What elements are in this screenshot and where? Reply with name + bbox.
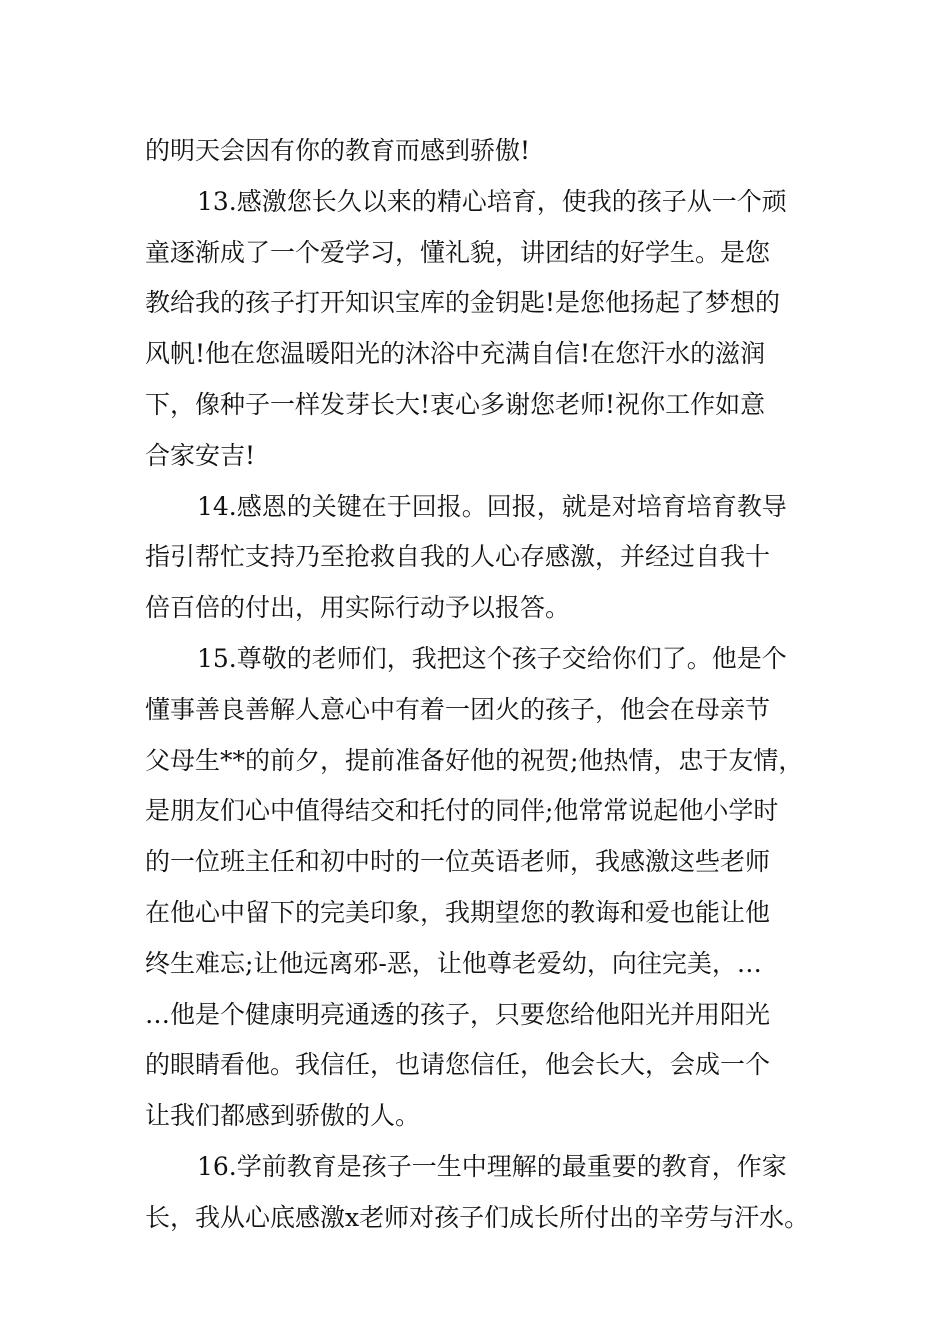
paragraph-13-start: 13.感激您长久以来的精心培育，使我的孩子从一个顽 — [197, 186, 787, 216]
text-line: 父母生**的前夕，提前准备好他的祝贺;他热情，忠于友情， — [145, 745, 804, 775]
paragraph-15-start: 15.尊敬的老师们，我把这个孩子交给你们了。他是个 — [197, 643, 787, 673]
text-line: 长，我从心底感激x老师对孩子们成长所付出的辛劳与汗水。 — [145, 1202, 810, 1232]
text-line: 终生难忘;让他远离邪-恶，让他尊老爱幼，向往完美，… — [145, 948, 762, 978]
text-line: 教给我的孩子打开知识宝库的金钥匙!是您他扬起了梦想的 — [145, 288, 781, 318]
text-line: …他是个健康明亮通透的孩子，只要您给他阳光并用阳光 — [145, 999, 771, 1029]
text-line: 在他心中留下的完美印象，我期望您的教诲和爱也能让他 — [145, 897, 771, 927]
paragraph-14-start: 14.感恩的关键在于回报。回报，就是对培育培育教导 — [197, 491, 787, 521]
text-line: 的明天会因有你的教育而感到骄傲! — [145, 136, 531, 165]
text-line: 合家安吉! — [145, 440, 256, 470]
paragraph-16-start: 16.学前教育是孩子一生中理解的最重要的教育，作家 — [197, 1151, 787, 1181]
text-line: 风帆!他在您温暖阳光的沐浴中充满自信!在您汗水的滋润 — [145, 339, 766, 369]
text-line: 是朋友们心中值得结交和托付的同伴;他常常说起他小学时 — [145, 796, 779, 826]
text-line: 的眼睛看他。我信任，也请您信任，他会长大，会成一个 — [145, 1050, 771, 1080]
text-line: 的一位班主任和初中时的一位英语老师，我感激这些老师 — [145, 847, 771, 877]
text-line: 让我们都感到骄傲的人。 — [145, 1101, 421, 1131]
document-body — [145, 126, 835, 1244]
text-line: 指引帮忙支持乃至抢救自我的人心存感激，并经过自我十 — [145, 542, 771, 572]
text-line: 懂事善良善解人意心中有着一团火的孩子，他会在母亲节 — [145, 694, 771, 724]
text-line: 下，像种子一样发芽长大!衷心多谢您老师!祝你工作如意 — [145, 389, 766, 419]
text-line: 童逐渐成了一个爱学习，懂礼貌，讲团结的好学生。是您 — [145, 237, 771, 267]
text-line: 倍百倍的付出，用实际行动予以报答。 — [145, 593, 571, 623]
